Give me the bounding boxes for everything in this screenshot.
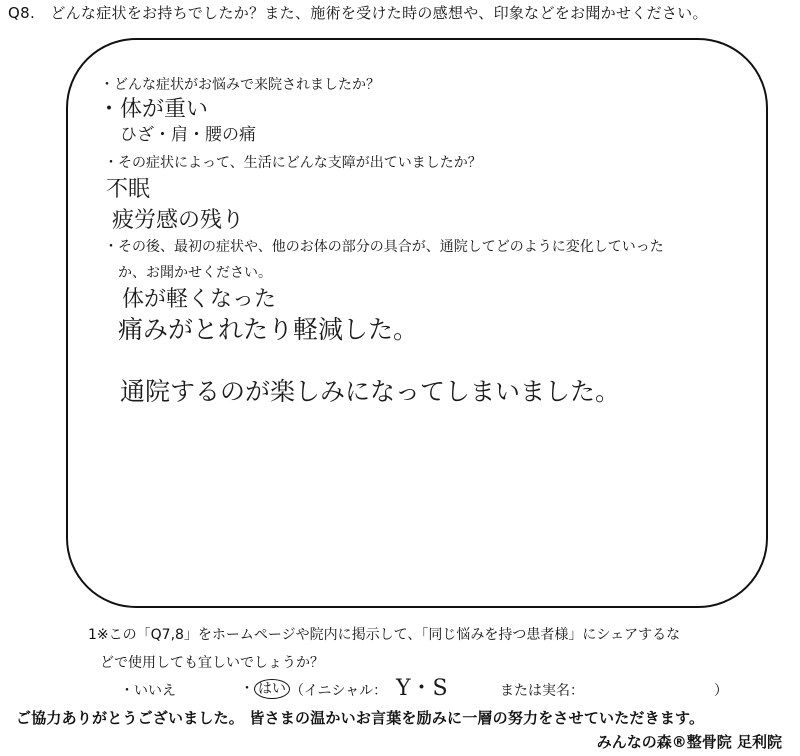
answer-daily-life-line2: 疲労感の残り [112, 208, 245, 233]
question-title: Q8. どんな症状をお持ちでしたか？また、施術を受けた時の感想や、印象などをお聞かせください。 [8, 4, 708, 22]
prompt-changes-line2: か、お聞かせください。 [118, 265, 272, 281]
prompt-symptoms: ・どんな症状がお悩みで来院されましたか？ [100, 77, 380, 93]
option-no[interactable]: ・いいえ [120, 683, 176, 699]
answer-symptoms-line1: ・体が重い [98, 97, 209, 122]
initials-label: （イニシャル： [290, 683, 388, 699]
prompt-daily-life: ・その症状によって、生活にどんな支障が出ていましたか？ [104, 155, 482, 171]
answer-daily-life-line1: 不眠 [106, 177, 151, 202]
prompt-changes-line1: ・その後、最初の症状や、他のお体の部分の具合が、通院してどのように変化していった [104, 239, 664, 255]
consent-text-line1: 1※この「Q7,8」をホームページや院内に掲示して、「同じ悩みを持つ患者様」にシェアするな [88, 627, 681, 643]
answer-changes-line3: 通院するのが楽しみになってしまいました。 [120, 377, 621, 406]
close-paren: ） [714, 683, 728, 699]
consent-text-line2: どで使用しても宜しいでしょうか？ [100, 655, 324, 671]
option-yes[interactable] [240, 678, 290, 699]
clinic-name: みんなの森®整骨院 足利院 [596, 733, 782, 751]
option-yes-label: はい [254, 679, 290, 699]
option-yes-bullet: ・ [240, 681, 254, 697]
answer-changes-line2: 痛みがとれたり軽減した。 [118, 315, 419, 344]
thanks-message: ご協力ありがとうございました。 皆さまの温かいお言葉を励みに一層の努力をさせていただきます。 [16, 709, 705, 727]
answer-symptoms-line2: ひざ・肩・腰の痛 [120, 125, 256, 145]
initials-value: Y・S [396, 676, 448, 701]
real-name-label: または実名： [500, 683, 584, 699]
answer-changes-line1: 体が軽くなった [122, 287, 277, 312]
